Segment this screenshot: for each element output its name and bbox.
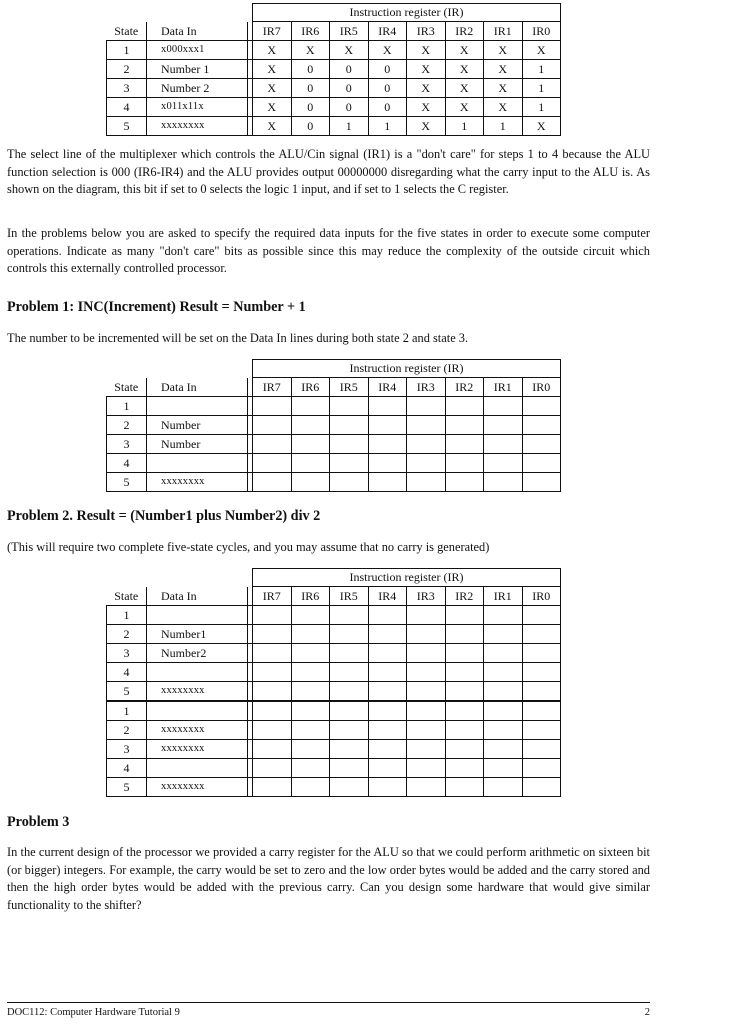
state-cell: 2 (107, 625, 147, 644)
state-cell: 3 (107, 644, 147, 663)
data-in-cell[interactable]: Number1 (147, 625, 248, 644)
answer-bit-cell[interactable] (368, 759, 407, 778)
answer-bit-cell[interactable] (407, 682, 446, 702)
bit-cell: 0 (330, 79, 369, 98)
state-cell: 1 (107, 397, 147, 416)
answer-bit-cell[interactable] (368, 778, 407, 797)
bit-cell: X (522, 117, 561, 136)
answer-bit-cell[interactable] (522, 682, 561, 702)
state-table-example (106, 3, 561, 136)
answer-bit-cell[interactable] (330, 454, 369, 473)
state-cell: 4 (107, 663, 147, 682)
ir-group-title: Instruction register (IR) (253, 4, 561, 22)
bit-cell: 0 (330, 60, 369, 79)
answer-bit-cell[interactable] (484, 721, 523, 740)
bit-cell: 0 (330, 98, 369, 117)
answer-bit-cell[interactable] (253, 606, 292, 625)
bit-header: IR5 (330, 22, 369, 41)
answer-bit-cell[interactable] (407, 721, 446, 740)
answer-bit-cell[interactable] (368, 663, 407, 682)
data-in-cell[interactable]: Number (147, 416, 248, 435)
bit-cell: X (291, 41, 330, 60)
answer-bit-cell[interactable] (407, 663, 446, 682)
answer-bit-cell[interactable] (368, 435, 407, 454)
table-row (107, 473, 561, 492)
answer-bit-cell[interactable] (407, 778, 446, 797)
bit-cell: X (368, 41, 407, 60)
answer-bit-cell[interactable] (330, 473, 369, 492)
bit-header: IR4 (368, 22, 407, 41)
answer-bit-cell[interactable] (522, 454, 561, 473)
bit-header: IR3 (407, 22, 446, 41)
bit-cell: 0 (291, 98, 330, 117)
bit-header: IR3 (407, 587, 446, 606)
state-cell: 4 (107, 98, 147, 117)
answer-bit-cell[interactable] (484, 644, 523, 663)
answer-bit-cell[interactable] (291, 759, 330, 778)
answer-bit-cell[interactable] (291, 682, 330, 702)
data-in-cell[interactable] (147, 701, 248, 721)
answer-bit-cell[interactable] (407, 454, 446, 473)
answer-bit-cell[interactable] (253, 682, 292, 702)
answer-bit-cell[interactable] (445, 416, 484, 435)
answer-bit-cell[interactable] (291, 701, 330, 721)
state-cell: 1 (107, 701, 147, 721)
bit-header: IR1 (484, 22, 523, 41)
state-cell: 1 (107, 41, 147, 60)
bit-cell: 0 (368, 79, 407, 98)
data-in-cell[interactable]: xxxxxxxx (147, 778, 248, 797)
table-row (107, 454, 561, 473)
bit-header: IR2 (445, 378, 484, 397)
bit-cell: X (445, 79, 484, 98)
state-cell: 3 (107, 740, 147, 759)
answer-bit-cell[interactable] (330, 740, 369, 759)
answer-bit-cell[interactable] (291, 740, 330, 759)
answer-bit-cell[interactable] (522, 416, 561, 435)
answer-bit-cell[interactable] (445, 740, 484, 759)
data-in-cell[interactable] (147, 663, 248, 682)
table-row (107, 79, 561, 98)
state-cell: 5 (107, 682, 147, 702)
answer-bit-cell[interactable] (445, 721, 484, 740)
table-row (107, 416, 561, 435)
state-cell: 2 (107, 416, 147, 435)
answer-bit-cell[interactable] (407, 701, 446, 721)
table-row (107, 397, 561, 416)
data-in-cell: Number 2 (147, 79, 248, 98)
answer-bit-cell[interactable] (484, 606, 523, 625)
state-cell: 4 (107, 454, 147, 473)
problem-1-text: The number to be incremented will be set on the Data In lines during both state 2 and state 3. (7, 331, 469, 345)
data-in-cell: xxxxxxxx (147, 117, 248, 136)
data-in-cell[interactable]: xxxxxxxx (147, 721, 248, 740)
answer-bit-cell[interactable] (330, 721, 369, 740)
answer-bit-cell[interactable] (484, 416, 523, 435)
footer-page-number: 2 (644, 1007, 650, 1018)
bit-cell: 1 (368, 117, 407, 136)
answer-bit-cell[interactable] (253, 721, 292, 740)
bit-cell: X (445, 41, 484, 60)
answer-bit-cell[interactable] (522, 644, 561, 663)
state-cell: 3 (107, 435, 147, 454)
table-row (107, 606, 561, 625)
bit-header: IR0 (522, 378, 561, 397)
answer-bit-cell[interactable] (291, 721, 330, 740)
problem-2-heading: Problem 2. Result = (Number1 plus Number2) div 2 (7, 508, 321, 524)
state-cell: 3 (107, 79, 147, 98)
bit-cell: X (407, 117, 446, 136)
table-row (107, 701, 561, 721)
bit-cell: X (253, 41, 292, 60)
answer-bit-cell[interactable] (330, 682, 369, 702)
state-cell: 2 (107, 721, 147, 740)
data-in-cell: Number 1 (147, 60, 248, 79)
bit-cell: 1 (445, 117, 484, 136)
data-in-cell[interactable]: xxxxxxxx (147, 473, 248, 492)
data-in-cell[interactable]: Number2 (147, 644, 248, 663)
answer-bit-cell[interactable] (407, 740, 446, 759)
bit-cell: X (484, 98, 523, 117)
bit-cell: X (522, 41, 561, 60)
bit-cell: X (407, 60, 446, 79)
answer-bit-cell[interactable] (445, 644, 484, 663)
answer-bit-cell[interactable] (368, 606, 407, 625)
answer-bit-cell[interactable] (445, 778, 484, 797)
answer-bit-cell[interactable] (484, 682, 523, 702)
answer-bit-cell[interactable] (522, 663, 561, 682)
answer-bit-cell[interactable] (445, 682, 484, 702)
table-row (107, 41, 561, 60)
ir-group-title: Instruction register (IR) (253, 360, 561, 378)
answer-bit-cell[interactable] (368, 473, 407, 492)
answer-bit-cell[interactable] (330, 397, 369, 416)
answer-bit-cell[interactable] (522, 759, 561, 778)
data-in-cell[interactable] (147, 397, 248, 416)
answer-bit-cell[interactable] (368, 625, 407, 644)
answer-bit-cell[interactable] (253, 625, 292, 644)
bit-cell: 0 (291, 79, 330, 98)
answer-bit-cell[interactable] (445, 454, 484, 473)
answer-bit-cell[interactable] (253, 454, 292, 473)
answer-bit-cell[interactable] (484, 397, 523, 416)
answer-bit-cell[interactable] (368, 416, 407, 435)
bit-header: IR2 (445, 587, 484, 606)
answer-bit-cell[interactable] (330, 644, 369, 663)
state-cell: 1 (107, 606, 147, 625)
bit-header: IR6 (291, 22, 330, 41)
answer-bit-cell[interactable] (291, 397, 330, 416)
answer-bit-cell[interactable] (330, 625, 369, 644)
bit-cell: 1 (522, 98, 561, 117)
answer-bit-cell[interactable] (484, 435, 523, 454)
bit-cell: 0 (368, 60, 407, 79)
bit-cell: 1 (522, 79, 561, 98)
answer-bit-cell[interactable] (522, 740, 561, 759)
data-in-cell[interactable] (147, 606, 248, 625)
answer-bit-cell[interactable] (484, 454, 523, 473)
bit-header: IR4 (368, 587, 407, 606)
problem-2-text: (This will require two complete five-state cycles, and you may assume that no carry is generated) (7, 540, 490, 554)
bit-cell: 0 (291, 60, 330, 79)
answer-bit-cell[interactable] (445, 663, 484, 682)
bit-header: IR7 (253, 22, 292, 41)
answer-bit-cell[interactable] (368, 682, 407, 702)
answer-bit-cell[interactable] (330, 663, 369, 682)
answer-bit-cell[interactable] (291, 435, 330, 454)
table-row (107, 625, 561, 644)
bit-header: IR4 (368, 378, 407, 397)
answer-bit-cell[interactable] (445, 701, 484, 721)
bit-header: IR7 (253, 587, 292, 606)
answer-bit-cell[interactable] (484, 663, 523, 682)
answer-bit-cell[interactable] (407, 644, 446, 663)
footer-course-title: DOC112: Computer Hardware Tutorial 9 (7, 1007, 180, 1018)
state-cell: 5 (107, 473, 147, 492)
answer-bit-cell[interactable] (330, 778, 369, 797)
state-cell: 5 (107, 117, 147, 136)
state-header: State (107, 378, 147, 397)
bit-cell: X (407, 79, 446, 98)
problem-1-heading: Problem 1: INC(Increment) Result = Number + 1 (7, 299, 306, 315)
answer-bit-cell[interactable] (522, 435, 561, 454)
problem-3-text: In the current design of the processor we provided a carry register for the ALU so that we could perform arithmetic on sixteen bit (or bigger) integers. For example, the carry would be set to zero and the low order bytes would be added and the carry stored and then the high order bytes would be added with the previous carry. Can you design some hardware that would give similar functionality to the shifter? (7, 845, 650, 912)
answer-bit-cell[interactable] (407, 473, 446, 492)
data-in-header: Data In (147, 378, 248, 397)
answer-bit-cell[interactable] (253, 778, 292, 797)
answer-bit-cell[interactable] (368, 644, 407, 663)
bit-header: IR5 (330, 587, 369, 606)
answer-bit-cell[interactable] (445, 606, 484, 625)
answer-bit-cell[interactable] (484, 473, 523, 492)
answer-bit-cell[interactable] (368, 701, 407, 721)
state-header: State (107, 587, 147, 606)
answer-bit-cell[interactable] (253, 397, 292, 416)
bit-cell: X (484, 60, 523, 79)
answer-bit-cell[interactable] (253, 740, 292, 759)
answer-bit-cell[interactable] (407, 416, 446, 435)
answer-bit-cell[interactable] (522, 473, 561, 492)
bit-header: IR3 (407, 378, 446, 397)
data-in-cell: x000xxx1 (147, 41, 248, 60)
data-in-cell[interactable]: xxxxxxxx (147, 682, 248, 702)
answer-bit-cell[interactable] (522, 397, 561, 416)
answer-bit-cell[interactable] (253, 473, 292, 492)
bit-cell: X (253, 98, 292, 117)
answer-bit-cell[interactable] (445, 759, 484, 778)
answer-bit-cell[interactable] (330, 701, 369, 721)
table-row (107, 644, 561, 663)
data-in-cell[interactable] (147, 454, 248, 473)
table-row (107, 721, 561, 740)
bit-header: IR1 (484, 587, 523, 606)
table-row (107, 778, 561, 797)
answer-bit-cell[interactable] (522, 721, 561, 740)
bit-header: IR0 (522, 587, 561, 606)
answer-bit-cell[interactable] (291, 606, 330, 625)
answer-bit-cell[interactable] (522, 701, 561, 721)
answer-bit-cell[interactable] (522, 625, 561, 644)
answer-bit-cell[interactable] (291, 625, 330, 644)
bit-cell: X (407, 98, 446, 117)
answer-bit-cell[interactable] (291, 663, 330, 682)
answer-bit-cell[interactable] (253, 644, 292, 663)
data-in-header: Data In (147, 587, 248, 606)
explanation-paragraph: The select line of the multiplexer which controls the ALU/Cin signal (IR1) is a "don't care" for steps 1 to 4 because the ALU function selection is 000 (IR6-IR4) and the ALU provides output 00000000 disregarding what the carry input to the ALU is. As shown on the diagram, this bit if set to 0 selects the logic 1 input, and if set to 1 selects the C register. (7, 147, 650, 197)
answer-bit-cell[interactable] (522, 778, 561, 797)
answer-bit-cell[interactable] (445, 435, 484, 454)
instructions-paragraph: In the problems below you are asked to specify the required data inputs for the five states in order to execute some computer operations. Indicate as many "don't care" bits as possible since this may reduce the complexity of the outside circuit which controls this externally controlled processor. (7, 226, 650, 276)
answer-bit-cell[interactable] (253, 435, 292, 454)
answer-bit-cell[interactable] (253, 663, 292, 682)
answer-bit-cell[interactable] (253, 701, 292, 721)
bit-header: IR6 (291, 378, 330, 397)
answer-bit-cell[interactable] (484, 759, 523, 778)
data-in-cell[interactable] (147, 759, 248, 778)
answer-bit-cell[interactable] (484, 778, 523, 797)
bit-cell: 1 (484, 117, 523, 136)
bit-header: IR2 (445, 22, 484, 41)
bit-header: IR0 (522, 22, 561, 41)
bit-cell: X (407, 41, 446, 60)
answer-bit-cell[interactable] (522, 606, 561, 625)
bit-header: IR6 (291, 587, 330, 606)
bit-cell: 0 (291, 117, 330, 136)
answer-bit-cell[interactable] (407, 759, 446, 778)
bit-cell: 0 (368, 98, 407, 117)
table-row (107, 682, 561, 702)
answer-bit-cell[interactable] (291, 473, 330, 492)
answer-bit-cell[interactable] (368, 740, 407, 759)
answer-bit-cell[interactable] (484, 701, 523, 721)
state-table-problem-1 (106, 359, 561, 492)
state-cell: 4 (107, 759, 147, 778)
problem-3-heading: Problem 3 (7, 814, 70, 830)
table-row (107, 663, 561, 682)
data-in-cell: x011x11x (147, 98, 248, 117)
table-row (107, 759, 561, 778)
table-row (107, 435, 561, 454)
bit-header: IR7 (253, 378, 292, 397)
bit-cell: X (253, 117, 292, 136)
answer-bit-cell[interactable] (445, 473, 484, 492)
bit-cell: X (445, 60, 484, 79)
bit-cell: X (445, 98, 484, 117)
state-header: State (107, 22, 147, 41)
answer-bit-cell[interactable] (291, 644, 330, 663)
answer-bit-cell[interactable] (368, 721, 407, 740)
bit-header: IR1 (484, 378, 523, 397)
state-cell: 2 (107, 60, 147, 79)
answer-bit-cell[interactable] (445, 397, 484, 416)
answer-bit-cell[interactable] (484, 625, 523, 644)
bit-cell: X (253, 79, 292, 98)
answer-bit-cell[interactable] (407, 606, 446, 625)
table-row (107, 740, 561, 759)
data-in-cell[interactable]: xxxxxxxx (147, 740, 248, 759)
bit-cell: X (330, 41, 369, 60)
answer-bit-cell[interactable] (291, 454, 330, 473)
answer-bit-cell[interactable] (407, 397, 446, 416)
state-table-problem-2 (106, 568, 561, 797)
answer-bit-cell[interactable] (253, 416, 292, 435)
bit-cell: X (484, 79, 523, 98)
answer-bit-cell[interactable] (407, 435, 446, 454)
data-in-header: Data In (147, 22, 248, 41)
answer-bit-cell[interactable] (291, 778, 330, 797)
state-cell: 5 (107, 778, 147, 797)
answer-bit-cell[interactable] (484, 740, 523, 759)
bit-cell: X (484, 41, 523, 60)
bit-cell: X (253, 60, 292, 79)
bit-cell: 1 (330, 117, 369, 136)
answer-bit-cell[interactable] (368, 397, 407, 416)
data-in-cell[interactable]: Number (147, 435, 248, 454)
footer-rule (7, 1002, 650, 1003)
answer-bit-cell[interactable] (330, 435, 369, 454)
answer-bit-cell[interactable] (368, 454, 407, 473)
answer-bit-cell[interactable] (330, 759, 369, 778)
table-row (107, 98, 561, 117)
answer-bit-cell[interactable] (407, 625, 446, 644)
bit-header: IR5 (330, 378, 369, 397)
bit-cell: 1 (522, 60, 561, 79)
ir-group-title: Instruction register (IR) (253, 569, 561, 587)
answer-bit-cell[interactable] (291, 416, 330, 435)
table-row (107, 60, 561, 79)
answer-bit-cell[interactable] (330, 606, 369, 625)
answer-bit-cell[interactable] (253, 759, 292, 778)
answer-bit-cell[interactable] (330, 416, 369, 435)
answer-bit-cell[interactable] (445, 625, 484, 644)
table-row (107, 117, 561, 136)
